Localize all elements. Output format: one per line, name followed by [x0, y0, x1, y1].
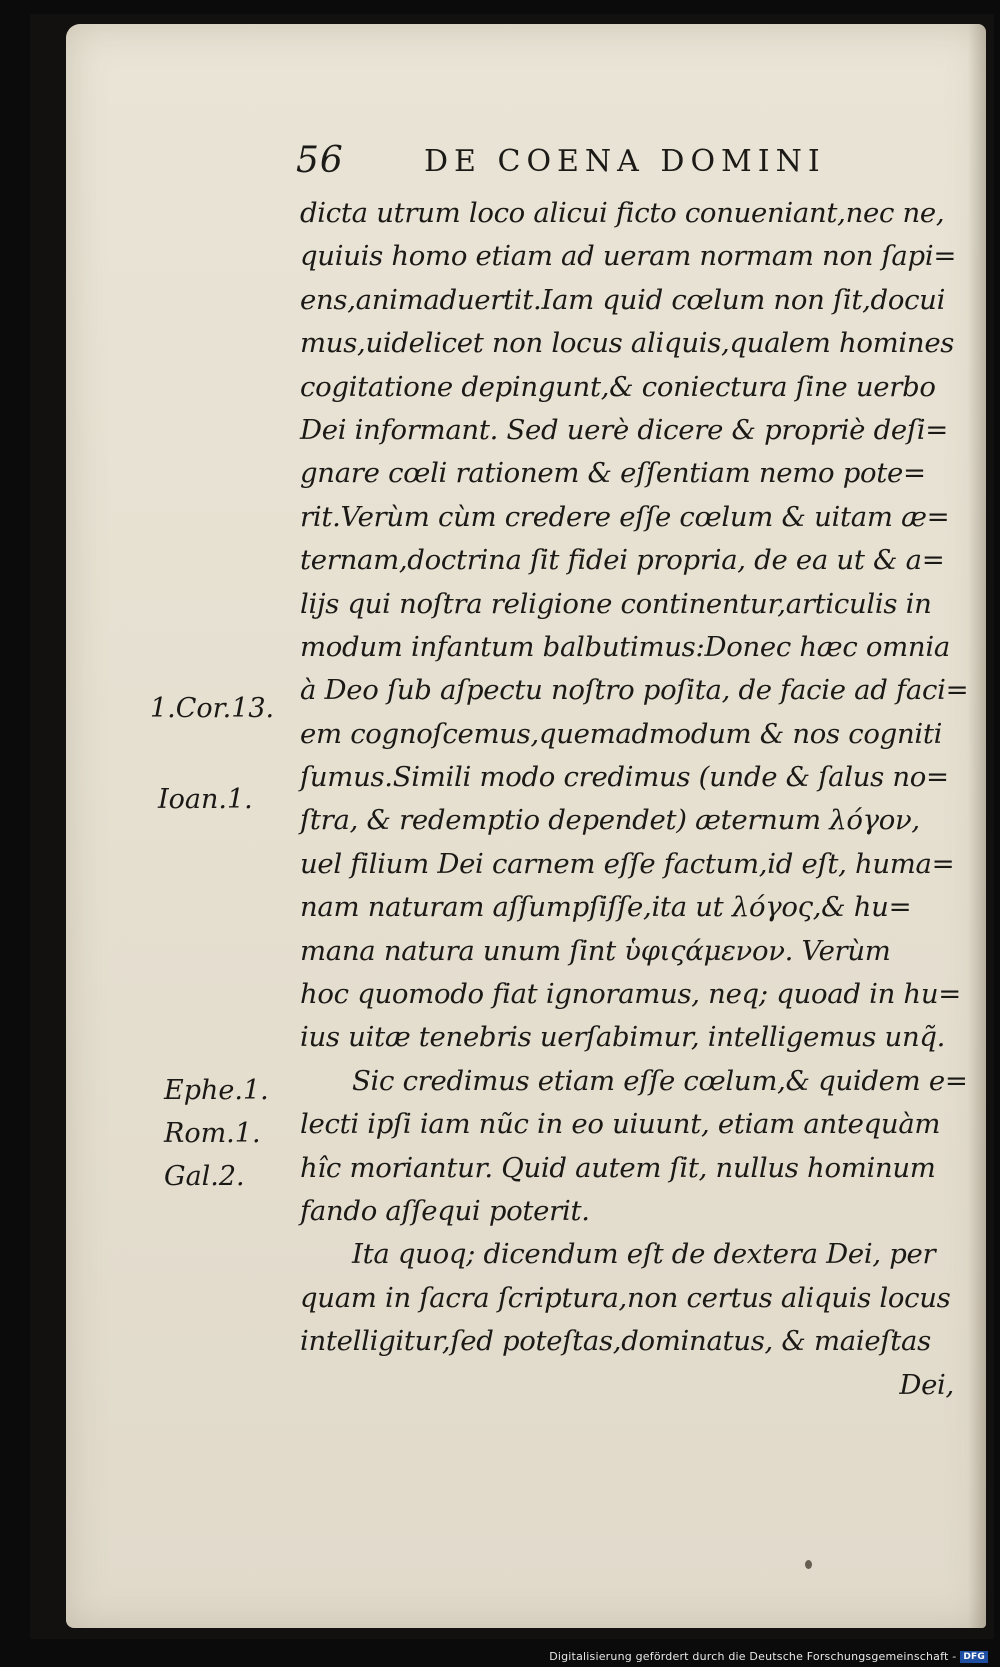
margin-note-rom: Rom.1. [164, 1118, 261, 1149]
catchword: Dei, [899, 1368, 954, 1401]
text-line: fando aſſequi poterit. [300, 1194, 590, 1227]
text-line: uel filium Dei carnem eſſe factum,id eſt, huma= [300, 847, 955, 880]
credit-text: Digitalisierung gefördert durch die Deutsche Forschungsgemeinschaft - [549, 1650, 957, 1663]
text-line: dicta utrum loco alicui ficto conueniant,nec ne, [300, 197, 945, 229]
text-line: ius uitæ tenebris uerſabimur, intelligemus unq̃. [300, 1021, 946, 1054]
text-line: mana natura unum ſint ὑφιςάμενον. Verùm [300, 934, 891, 967]
margin-note-ephe: Ephe.1. [164, 1075, 269, 1106]
text-line: ſumus.Simili modo credimus (unde & ſalus no= [300, 761, 949, 794]
text-line: intelligitur,ſed poteſtas,dominatus, & maieſtas [300, 1325, 931, 1358]
text-line: nam naturam aſſumpſiſſe,ita ut λόγος,& hu= [300, 891, 912, 924]
text-line: quam in ſacra ſcriptura,non certus aliquis locus [300, 1281, 951, 1314]
page-number: 56 [296, 140, 344, 181]
text-line: ens,animaduertit.Iam quid cœlum non ſit,docui [300, 283, 946, 316]
text-line: mus,uidelicet non locus aliquis,qualem homines [300, 327, 955, 360]
text-line: hoc quomodo fiat ignoramus, neq; quoad in hu= [300, 978, 961, 1011]
margin-note-ioan: Ioan.1. [158, 784, 253, 815]
paragraph-start-line: Ita quoq; dicendum eſt de dextera Dei, per [352, 1238, 936, 1271]
dfg-logo: DFG [960, 1651, 988, 1663]
text-line: modum infantum balbutimus:Donec hæc omnia [300, 630, 950, 663]
text-line: gnare cœli rationem & eſſentiam nemo pote= [300, 457, 926, 490]
page-edge-shadow [968, 24, 986, 1628]
text-line: ſtra, & redemptio dependet) æternum λόγον, [300, 804, 920, 837]
paragraph-start-line: Sic credimus etiam eſſe cœlum,& quidem e= [352, 1064, 968, 1097]
text-line: ternam,doctrina ſit fidei propria, de ea ut & a= [300, 544, 945, 577]
running-title: DE COENA DOMINI [424, 144, 826, 179]
text-line: em cognoſcemus,quemadmodum & nos cogniti [300, 717, 943, 750]
body-text [300, 192, 969, 1407]
margin-note-cor: 1.Cor.13. [150, 693, 275, 724]
text-line: lijs qui noſtra religione continentur,articulis in [300, 587, 932, 620]
ink-spot [805, 1560, 812, 1569]
text-line: Dei informant. Sed uerè dicere & propriè deſi= [300, 413, 948, 446]
text-line: hîc moriantur. Quid autem ſit, nullus hominum [300, 1151, 936, 1184]
text-line: lecti ipſi iam nũc in eo uiuunt, etiam antequàm [300, 1108, 941, 1141]
text-line: quiuis homo etiam ad ueram normam non ſapi= [300, 240, 957, 273]
margin-note-gal: Gal.2. [164, 1161, 245, 1192]
text-line: à Deo ſub aſpectu noſtro poſita, de facie ad faci= [300, 674, 969, 707]
digitization-credit [549, 1650, 988, 1663]
text-line: cogitatione depingunt,& coniectura ſine uerbo [300, 370, 936, 403]
text-line: rit.Verùm cùm credere eſſe cœlum & uitam æ= [300, 500, 950, 533]
